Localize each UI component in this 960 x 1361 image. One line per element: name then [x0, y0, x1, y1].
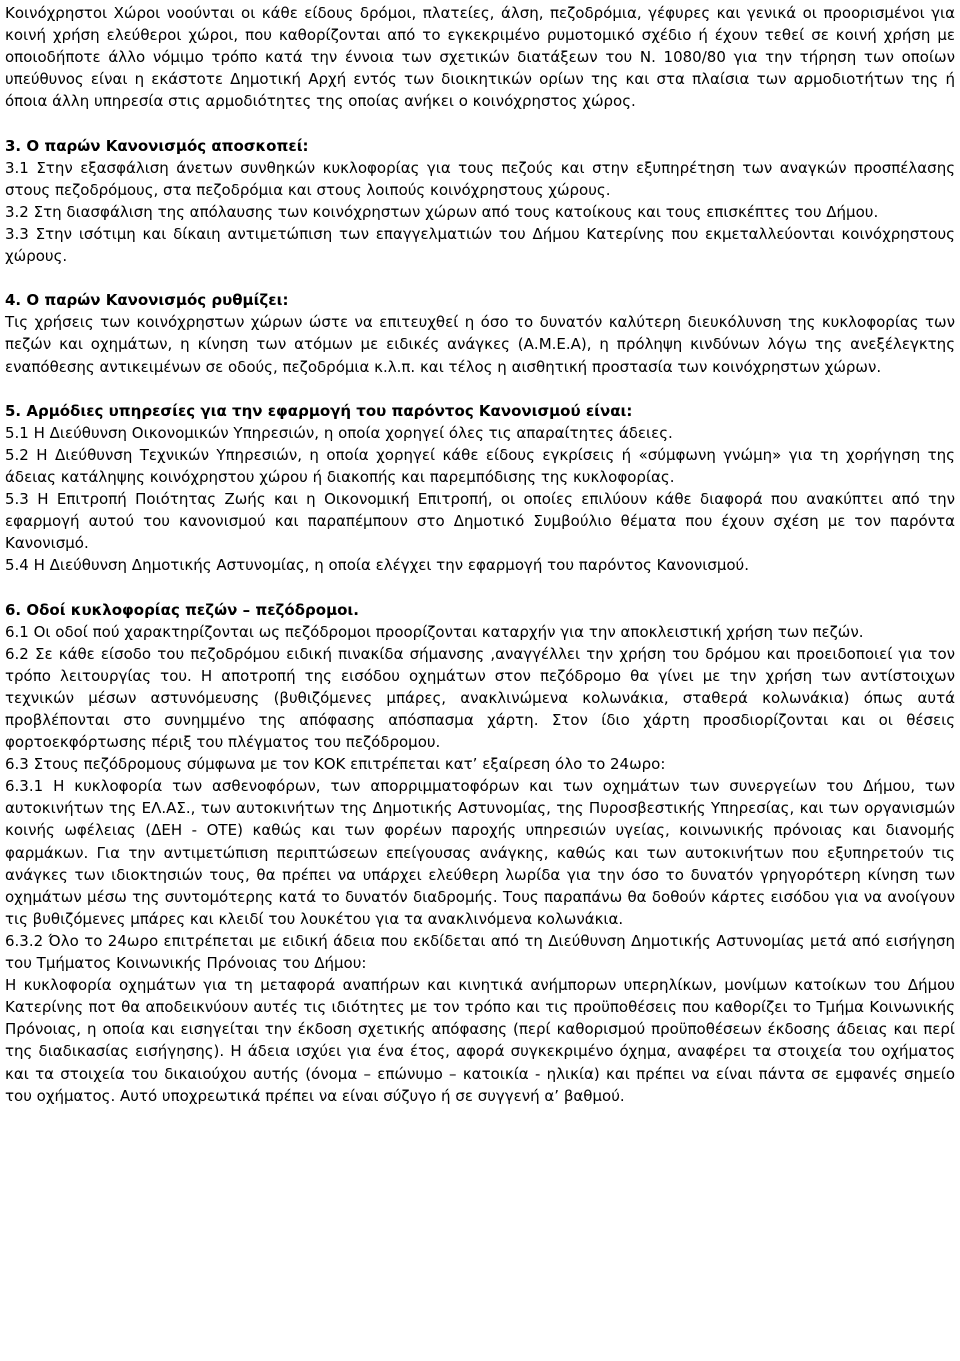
section-3-heading: 3. Ο παρών Κανονισμός αποσκοπεί: [5, 136, 309, 155]
clause-6-3-1: 6.3.1 Η κυκλοφορία των ασθενοφόρων, των απορριμματοφόρων και των οχημάτων των συνεργείων του Δήμου, των αυτοκινήτων της ΕΛ.ΑΣ., των αυτοκινήτων της Δημοτικής Αστυνομίας, της Πυροσβεστικής Υπηρεσίας, και των οργανισμών κοινής ωφέλειας (ΔΕΗ - ΟΤΕ) καθώς και των φορέων παροχής υπηρεσιών υγείας, κοινωνικής πρόνοιας και διανομής φαρμάκων. Για την αντιμετώπιση περιπτώσεων επείγουσας ανάγκης, καθώς και των αυτοκινήτων που εξυπηρετούν τις ανάγκες των ιδιοκτησιών τους, θα πρέπει να υπάρχει ελεύθερη λωρίδα για την όσο το δυνατόν γρηγορότερη κίνηση των οχημάτων μέσω της συντομότερης κατά το δυνατόν διαδρομής. Τους παραπάνω θα δοθούν κάρτες εισόδου για να ανοίγουν τις βυθιζόμενες μπάρες και κλειδί του λουκέτου για τα ανακλινόμενα κολωνάκια. [5, 777, 955, 928]
section-5-heading: 5. Αρμόδιες υπηρεσίες για την εφαρμογή του παρόντος Κανονισμού είναι: [5, 401, 633, 420]
spacer [5, 378, 955, 400]
clause-5-1: 5.1 Η Διεύθυνση Οικονομικών Υπηρεσιών, η οποία χορηγεί όλες τις απαραίτητες άδειες. [5, 423, 673, 442]
clause-3-3: 3.3 Στην ισότιμη και δίκαιη αντιμετώπιση των επαγγελματιών του Δήμου Κατερίνης που εκμεταλλεύονται κοινόχρηστους χώρους. [5, 224, 955, 266]
spacer [5, 267, 955, 289]
spacer [5, 112, 955, 134]
section-4-paragraph: Τις χρήσεις των κοινόχρηστων χώρων ώστε να επιτευχθεί η όσο το δυνατόν καλύτερη διευκόλυνση της κυκλοφορίας των πεζών και οχημάτων, η κίνηση των ατόμων με ειδικές ανάγκες (Α.Μ.Ε.Α), η πρόληψη κινδύνων λόγω της ανεξέλεγκτης εναπόθεσης αντικειμένων σε οδούς, πεζοδρόμια κ.λ.π. και τέλος η αισθητική προστασία των κοινόχρηστων χώρων. [5, 313, 955, 376]
section-6-heading: 6. Οδοί κυκλοφορίας πεζών – πεζόδρομοι. [5, 600, 359, 619]
clause-3-2: 3.2 Στη διασφάλιση της απόλαυσης των κοινόχρηστων χώρων από τους κατοίκους και τους επισκέπτες του Δήμου. [5, 202, 879, 221]
clause-3-1: 3.1 Στην εξασφάλιση άνετων συνθηκών κυκλοφορίας για τους πεζούς και στην εξυπηρέτηση των αναγκών προσπέλασης στους πεζοδρόμους, στα πεζοδρόμια και στους λοιπούς κοινόχρηστους χώρους. [5, 158, 955, 199]
clause-6-3: 6.3 Στους πεζόδρομους σύμφωνα με τον ΚΟΚ επιτρέπεται κατ’ εξαίρεση όλο το 24ωρο: [5, 755, 666, 774]
clause-6-2: 6.2 Σε κάθε είσοδο του πεζοδρόμου ειδική πινακίδα σήμανσης ,αναγγέλλει την χρήση του δρόμου και προειδοποιεί για τον τρόπο λειτουργίας του. Η αποτροπή της εισόδου οχημάτων στον πεζόδρομο θα γίνει με την χρήση των αντίστοιχων τεχνικών μέσων αστυνόμευσης (βυθιζόμενες μπάρες, ανακλινώμενα κολωνάκια, σταθερά κολωνάκια) όπως αυτά προβλέπονται στο συνημμένο της απόφασης απόσπασμα χάρτη. Στον ίδιο χάρτη προσδιορίζονται και οι θέσεις φορτοεκφόρτωσης πέριξ του πλέγματος του πεζόδρομου. [5, 644, 955, 752]
clause-5-4: 5.4 Η Διεύθυνση Δημοτικής Αστυνομίας, η οποία ελέγχει την εφαρμογή του παρόντος Κανονισμού. [5, 556, 749, 575]
clause-5-3: 5.3 Η Επιτροπή Ποιότητας Ζωής και η Οικονομική Επιτροπή, οι οποίες επιλύουν κάθε διαφορά που ανακύπτει από την εφαρμογή αυτού του κανονισμού και παραπέμπουν στο Δημοτικό Συμβούλιο θέματα που έχουν σχέση με τον παρόντα Κανονισμό. [5, 490, 955, 553]
document-page [5, 2, 955, 1107]
clause-6-3-2-detail: Η κυκλοφορία οχημάτων για τη μεταφορά αναπήρων και κινητικά ανήμπορων υπερηλίκων, μονίμων κατοίκων του Δήμου Κατερίνης ποτ θα αποδεικνύουν αυτές τις ιδιότητες με τον τρόπο και τις προϋποθέσεις που καθορίζει το Τμήμα Κοινωνικής Πρόνοιας, η οποία και εισηγείται την έκδοση σχετικής απόφασης (περί καθορισμού προϋποθέσεων έκδοσης άδειας και περί της διαδικασίας εισήγησης). Η άδεια ισχύει για ένα έτος, αφορά συγκεκριμένο όχημα, αναφέρει τα στοιχεία του οχήματος και τα στοιχεία του δικαιούχου αυτής (όνομα – επώνυμο – κατοικία - ηλικία) και πρέπει να είναι πάντα σε εμφανές σημείο του οχήματος. Αυτό υποχρεωτικά πρέπει να είναι σύζυγο ή σε συγγενή α’ βαθμού. [5, 976, 955, 1105]
intro-paragraph: Κοινόχρηστοι Χώροι νοούνται οι κάθε είδους δρόμοι, πλατείες, άλση, πεζοδρόμια, γέφυρες και γενικά οι προορισμένοι για κοινή χρήση ελεύθεροι χώροι, που καθορίζονται από το εγκεκριμένο ρυμοτομικό σχέδιο ή έχουν τεθεί σε κοινή χρήση με οποιοδήποτε άλλο νόμιμο τρόπο κατά την έννοια των σχετικών διατάξεων του Ν. 1080/80 για την τήρηση των οποίων υπεύθυνος είναι η εκάστοτε Δημοτική Αρχή εντός των διοικητικών ορίων της και στα πλαίσια των αρμοδιοτήτων της ή όποια άλλη υπηρεσία στις αρμοδιότητες της οποίας ανήκει ο κοινόχρηστος χώρος. [5, 4, 955, 111]
clause-5-2: 5.2 Η Διεύθυνση Τεχνικών Υπηρεσιών, η οποία χορηγεί κάθε είδους εγκρίσεις ή «σύμφωνη γνώμη» για τη χορήγηση της άδειας κατάληψης κοινόχρηστου χώρου ή διακοπής και παρεμπόδισης της κυκλοφορίας. [5, 445, 955, 486]
clause-6-1: 6.1 Οι οδοί πού χαρακτηρίζονται ως πεζόδρομοι προορίζονται καταρχήν για την αποκλειστική χρήση των πεζών. [5, 622, 864, 641]
spacer [5, 576, 955, 598]
clause-6-3-2: 6.3.2 Όλο το 24ωρο επιτρέπεται με ειδική άδεια που εκδίδεται από τη Διεύθυνση Δημοτικής Αστυνομίας μετά από εισήγηση του Τμήματος Κοινωνικής Πρόνοιας του Δήμου: [5, 931, 955, 973]
section-4-heading: 4. Ο παρών Κανονισμός ρυθμίζει: [5, 291, 289, 310]
